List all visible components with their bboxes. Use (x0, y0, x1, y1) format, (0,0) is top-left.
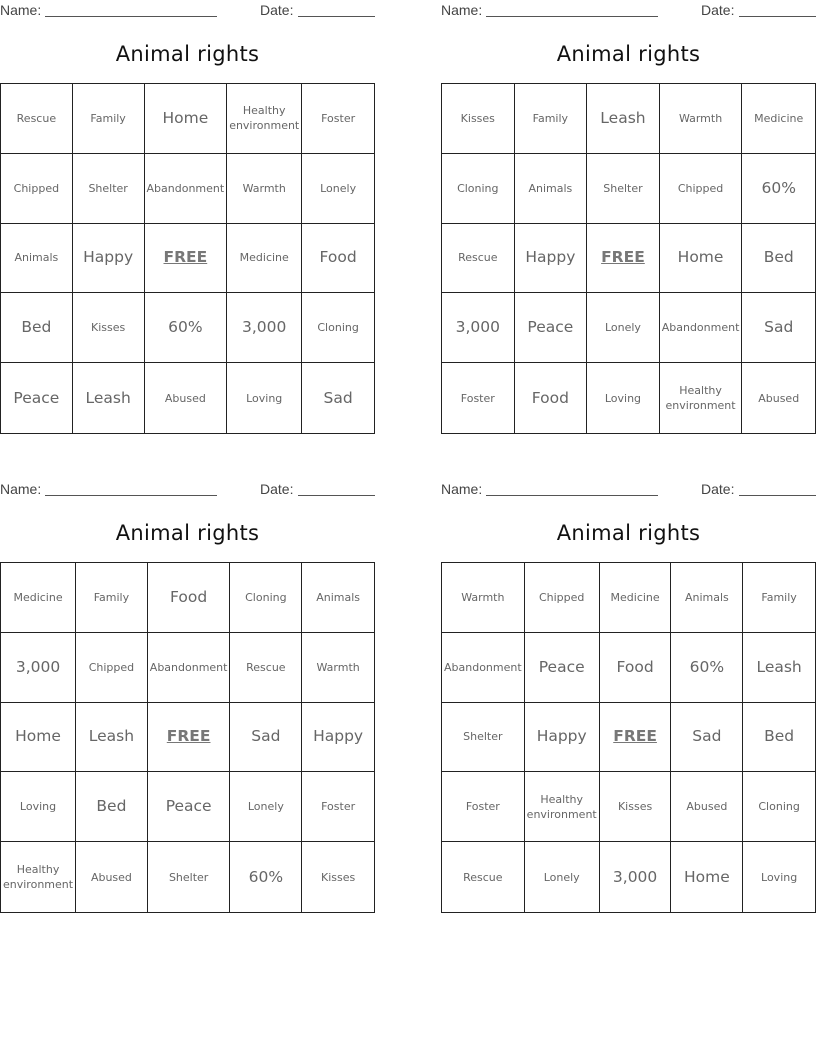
bingo-cell: Bed (742, 224, 815, 294)
bingo-cell: Abandonment (660, 293, 743, 363)
bingo-cell: Sad (230, 703, 302, 773)
bingo-cell: Animals (515, 154, 588, 224)
bingo-cell: Medicine (742, 84, 815, 154)
card-header (0, 481, 375, 497)
bingo-cell: Chipped (660, 154, 743, 224)
card-title: Animal rights (556, 521, 701, 545)
bingo-cell: Abandonment (145, 154, 228, 224)
bingo-cell: Abandonment (148, 633, 231, 703)
bingo-cell: Lonely (230, 772, 302, 842)
bingo-cell: 60% (145, 293, 228, 363)
bingo-cell: 60% (742, 154, 815, 224)
name-label: Name: (441, 2, 483, 18)
name-line (45, 16, 217, 17)
bingo-cell: Food (302, 224, 374, 294)
bingo-cell: Sad (323, 388, 353, 407)
bingo-cell: Foster (302, 772, 374, 842)
bingo-cell: Leash (76, 703, 148, 773)
bingo-cell: Animals (302, 563, 374, 633)
bingo-cell: Peace (148, 772, 231, 842)
bingo-cell: Rescue (442, 842, 525, 912)
bingo-cell: Warmth (227, 154, 302, 224)
free-space-cell: FREE (600, 703, 672, 773)
bingo-cell: Happy (515, 224, 588, 294)
bingo-cell: Warmth (442, 563, 525, 633)
bingo-cell: Home (1, 703, 76, 773)
date-label: Date: (701, 481, 735, 497)
bingo-cell: Kisses (320, 870, 356, 884)
bingo-cell: Rescue (442, 224, 515, 294)
free-space-cell: FREE (145, 224, 228, 294)
bingo-cell: Family (743, 563, 815, 633)
bingo-cell: Abused (76, 842, 148, 912)
bingo-cell: Lonely (587, 293, 660, 363)
bingo-cell: Warmth (660, 84, 743, 154)
bingo-cell: Happy (525, 703, 600, 773)
date-line (298, 495, 375, 496)
bingo-cell: Cloning (743, 772, 815, 842)
bingo-cell: 3,000 (1, 633, 76, 703)
bingo-cell: 3,000 (442, 293, 515, 363)
bingo-cell: Rescue (1, 84, 73, 154)
bingo-grid (0, 83, 375, 434)
card-header (441, 2, 816, 18)
free-space-cell: FREE (148, 703, 231, 773)
bingo-cell: Chipped (525, 563, 600, 633)
bingo-cell: Sad (671, 703, 743, 773)
date-line (739, 495, 816, 496)
bingo-cell: Peace (1, 363, 73, 433)
bingo-cell: Lonely (302, 154, 374, 224)
bingo-cell: Medicine (1, 563, 76, 633)
bingo-grid (441, 562, 816, 913)
bingo-cell: Warmth (302, 633, 374, 703)
bingo-cell: Healthy environment (227, 84, 302, 154)
bingo-cell: Food (600, 633, 672, 703)
card-header (0, 2, 375, 18)
bingo-cell: Bed (743, 703, 815, 773)
bingo-cell: Food (148, 563, 231, 633)
card-title: Animal rights (115, 42, 260, 66)
card-header (441, 481, 816, 497)
bingo-cell: Medicine (600, 563, 672, 633)
card-title: Animal rights (115, 521, 260, 545)
bingo-cell: Chipped (76, 633, 148, 703)
bingo-cell: Cloning (230, 563, 302, 633)
bingo-cell: Chipped (1, 154, 73, 224)
bingo-cell: Foster (442, 772, 525, 842)
bingo-cell: Abused (758, 391, 800, 405)
name-label: Name: (0, 2, 42, 18)
bingo-cell: Kisses (442, 84, 515, 154)
bingo-cell: Animals (1, 224, 73, 294)
bingo-cell: Loving (1, 772, 76, 842)
bingo-cell: Home (145, 84, 228, 154)
bingo-cell: Loving (227, 363, 302, 433)
bingo-cell: Food (515, 363, 588, 433)
bingo-cell: Cloning (442, 154, 515, 224)
bingo-cell: Foster (302, 84, 374, 154)
free-space-cell: FREE (587, 224, 660, 294)
date-line (739, 16, 816, 17)
bingo-cell: Abandonment (442, 633, 525, 703)
bingo-cell: Family (76, 563, 148, 633)
bingo-cell: Healthy environment (660, 363, 743, 433)
bingo-cell: Abused (671, 772, 743, 842)
card-title: Animal rights (556, 42, 701, 66)
date-line (298, 16, 375, 17)
bingo-cell: Leash (743, 633, 815, 703)
bingo-cell: Happy (73, 224, 145, 294)
date-label: Date: (260, 2, 294, 18)
date-label: Date: (701, 2, 735, 18)
bingo-cell: Family (73, 84, 145, 154)
bingo-cell: Kisses (73, 293, 145, 363)
bingo-cell: Rescue (230, 633, 302, 703)
bingo-grid (0, 562, 375, 913)
bingo-cell: 60% (671, 633, 743, 703)
bingo-cell: Bed (76, 772, 148, 842)
bingo-cell: Loving (587, 363, 660, 433)
bingo-cell: 3,000 (227, 293, 302, 363)
bingo-cell: Peace (525, 633, 600, 703)
bingo-cell: Bed (1, 293, 73, 363)
bingo-cell: Shelter (587, 154, 660, 224)
bingo-cell: Shelter (148, 842, 231, 912)
bingo-cell: Foster (442, 363, 515, 433)
name-line (45, 495, 217, 496)
bingo-cell: Family (515, 84, 588, 154)
bingo-cell: 60% (230, 842, 302, 912)
bingo-cell: Shelter (73, 154, 145, 224)
name-label: Name: (441, 481, 483, 497)
bingo-cell: Sad (742, 293, 815, 363)
bingo-cell: Home (660, 224, 743, 294)
bingo-cell: Healthy environment (1, 842, 76, 912)
bingo-grid (441, 83, 816, 434)
bingo-cell: Loving (761, 870, 798, 884)
date-label: Date: (260, 481, 294, 497)
bingo-cell: Leash (587, 84, 660, 154)
bingo-cell: 3,000 (600, 842, 672, 912)
bingo-cell: Lonely (525, 842, 600, 912)
bingo-cell: Shelter (442, 703, 525, 773)
name-line (486, 16, 658, 17)
bingo-cell: Animals (671, 563, 743, 633)
bingo-cell: Happy (302, 703, 374, 773)
bingo-cell: Abused (145, 363, 228, 433)
bingo-cell: Home (671, 842, 743, 912)
bingo-cell: Healthy environment (525, 772, 600, 842)
bingo-cell: Medicine (227, 224, 302, 294)
bingo-cell: Leash (73, 363, 145, 433)
bingo-cell: Kisses (600, 772, 672, 842)
bingo-cell: Cloning (302, 293, 374, 363)
bingo-cell: Peace (515, 293, 588, 363)
name-line (486, 495, 658, 496)
name-label: Name: (0, 481, 42, 497)
